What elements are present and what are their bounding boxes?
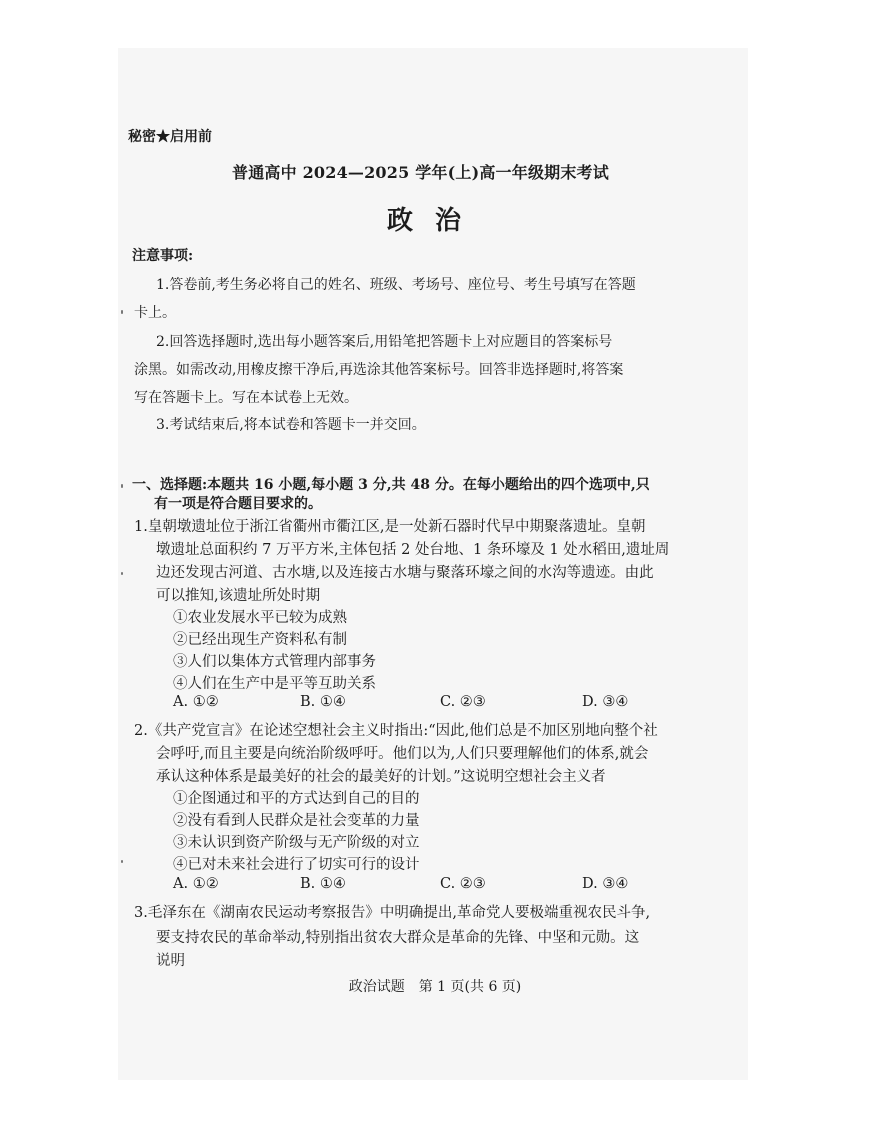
question-2-item: ③未认识到资产阶级与无产阶级的对立	[173, 835, 420, 851]
question-1-stem: 边还发现古河道、古水塘,以及连接古水塘与聚落环壕之间的水沟等遗迹。由此	[156, 565, 654, 581]
scan-speck	[121, 860, 123, 863]
question-1-item: ①农业发展水平已较为成熟	[173, 610, 347, 626]
notice-line: 涂黑。如需改动,用橡皮擦干净后,再选涂其他答案标号。回答非选择题时,将答案	[134, 362, 624, 378]
notice-line: 2.回答选择题时,选出每小题答案后,用铅笔把答题卡上对应题目的答案标号	[156, 334, 613, 350]
question-2-item: ④已对未来社会进行了切实可行的设计	[173, 857, 420, 873]
question-1-item: ③人们以集体方式管理内部事务	[173, 654, 376, 670]
notice-line: 1.答卷前,考生务必将自己的姓名、班级、考场号、座位号、考生号填写在答题	[156, 277, 636, 293]
question-2-option-b[interactable]: B. ①④	[300, 876, 346, 892]
question-3-stem: 3.毛泽东在《湖南农民运动考察报告》中明确提出,革命党人要极端重视农民斗争,	[134, 905, 651, 921]
question-1-item: ②已经出现生产资料私有制	[173, 632, 347, 648]
notice-heading: 注意事项:	[132, 248, 194, 264]
question-1-option-a[interactable]: A. ①②	[173, 694, 219, 710]
question-1-stem: 可以推知,该遗址所处时期	[156, 588, 321, 604]
question-2-item: ②没有看到人民群众是社会变革的力量	[173, 813, 420, 829]
question-1-stem: 1.皇朝墩遗址位于浙江省衢州市衢江区,是一处新石器时代早中期聚落遗址。皇朝	[134, 519, 646, 535]
question-3-stem: 说明	[156, 953, 185, 969]
scan-speck	[121, 484, 123, 488]
question-1-option-d[interactable]: D. ③④	[582, 694, 629, 710]
page-footer: 政治试题 第 1 页(共 6 页)	[348, 979, 522, 995]
question-2-stem: 会呼吁,而且主要是向统治阶级呼吁。他们以为,人们只要理解他们的体系,就会	[156, 746, 649, 762]
question-2-stem: 承认这种体系是最美好的社会的最美好的计划。”这说明空想社会主义者	[156, 769, 606, 785]
subject-title: 政治	[386, 206, 483, 236]
question-2-option-c[interactable]: C. ②③	[440, 876, 486, 892]
question-2-option-a[interactable]: A. ①②	[173, 876, 219, 892]
question-2-item: ①企图通过和平的方式达到自己的目的	[173, 791, 420, 807]
notice-line: 3.考试结束后,将本试卷和答题卡一并交回。	[156, 417, 426, 433]
scan-speck	[121, 572, 123, 575]
question-1-option-c[interactable]: C. ②③	[440, 694, 486, 710]
question-3-stem: 要支持农民的革命举动,特别指出贫农大群众是革命的先锋、中坚和元勋。这	[156, 930, 640, 946]
question-2-option-d[interactable]: D. ③④	[582, 876, 629, 892]
question-2-stem: 2.《共产党宣言》在论述空想社会主义时指出:“因此,他们总是不加区别地向整个社	[134, 723, 658, 739]
notice-line: 卡上。	[134, 305, 176, 321]
section-heading-cont: 有一项是符合题目要求的。	[154, 496, 322, 512]
question-1-stem: 墩遗址总面积约 7 万平方米,主体包括 2 处台地、1 条环壕及 1 处水稻田,遗址周	[156, 542, 670, 558]
section-heading: 一、选择题:本题共 16 小题,每小题 3 分,共 48 分。在每小题给出的四个选项中,只	[132, 477, 650, 493]
scan-speck	[121, 310, 123, 314]
exam-title: 普通高中 2024—2025 学年(上)高一年级期末考试	[232, 163, 609, 182]
question-1-option-b[interactable]: B. ①④	[300, 694, 346, 710]
question-1-item: ④人们在生产中是平等互助关系	[173, 676, 376, 692]
secret-label: 秘密★启用前	[128, 129, 212, 145]
notice-line: 写在答题卡上。写在本试卷上无效。	[134, 390, 358, 406]
